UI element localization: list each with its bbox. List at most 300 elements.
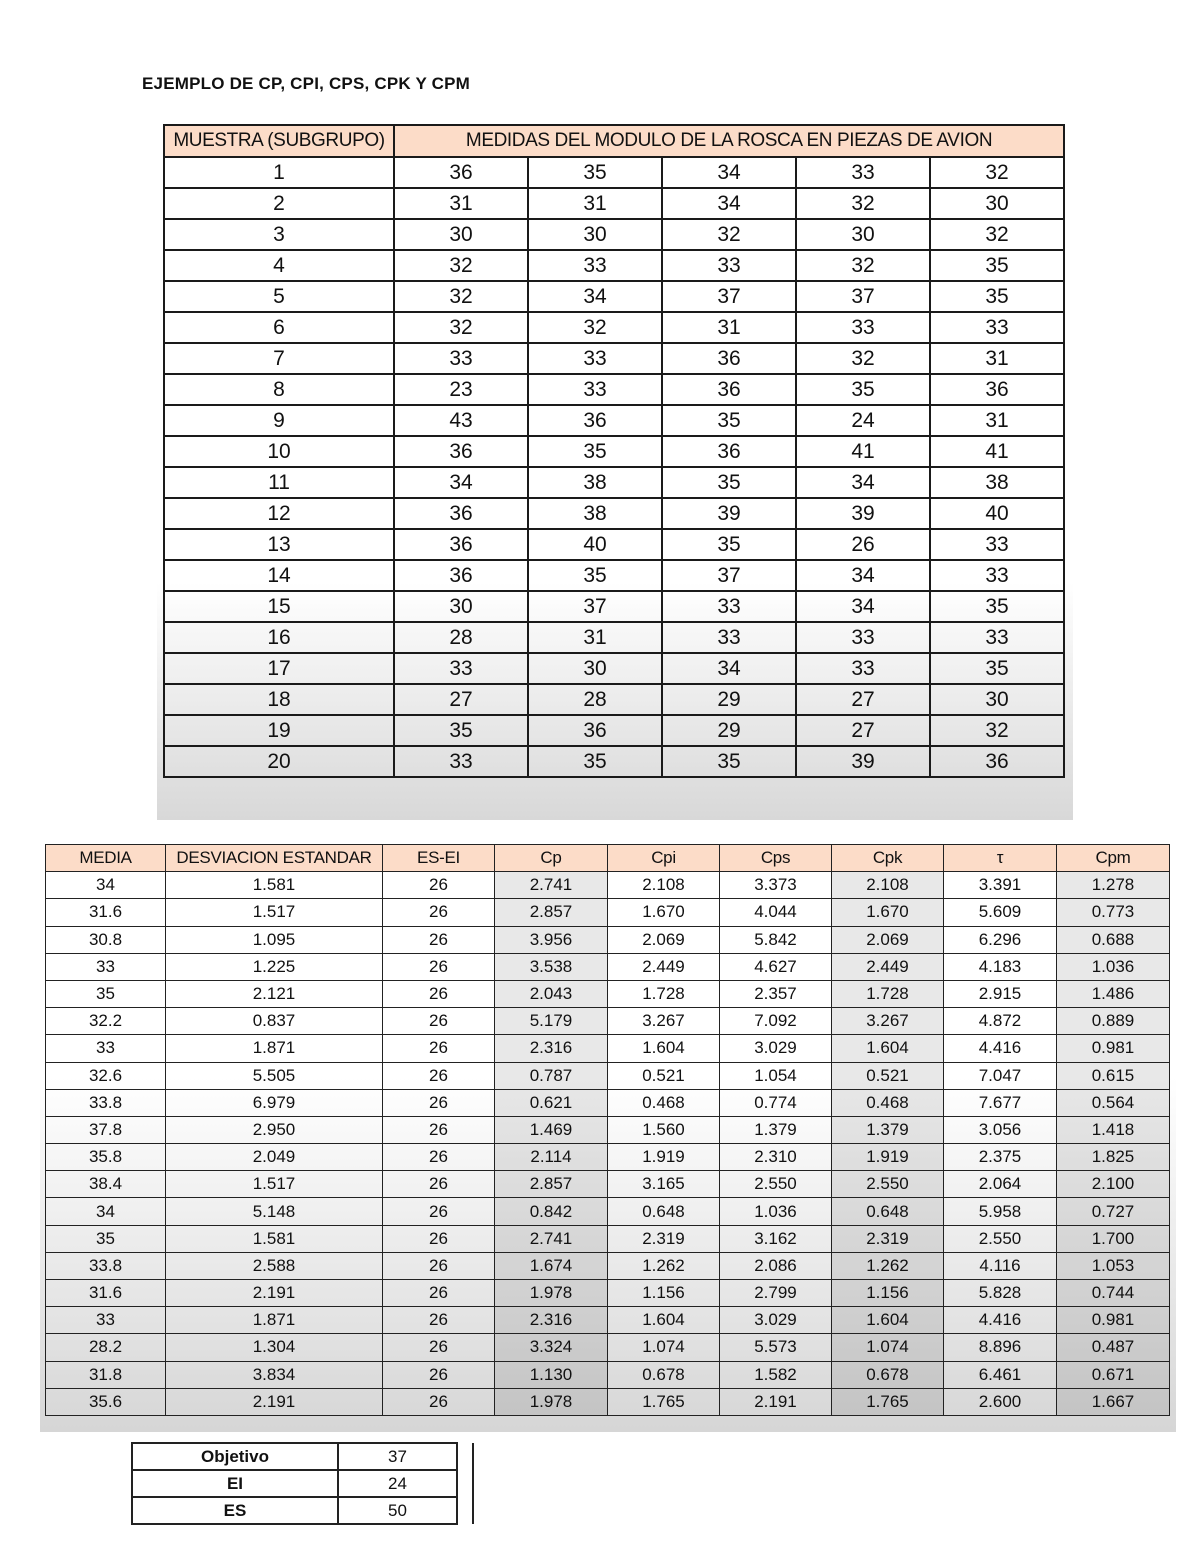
indices-cell: 5.505 (166, 1062, 383, 1089)
measurement-row (164, 746, 1064, 777)
measurement-cell: 39 (796, 746, 930, 777)
indices-cell: 3.162 (720, 1225, 832, 1252)
sample-number-cell: 1 (164, 157, 394, 188)
indices-cell: 34 (46, 872, 166, 899)
indices-cell: 1.604 (608, 1035, 720, 1062)
indices-cell: 2.043 (495, 980, 608, 1007)
measurement-cell: 32 (930, 157, 1064, 188)
indices-cell: 2.069 (608, 926, 720, 953)
measurement-row (164, 343, 1064, 374)
measurement-cell: 33 (528, 343, 662, 374)
measurements-header-row (164, 125, 1064, 157)
measurement-cell: 36 (662, 343, 796, 374)
measurement-cell: 36 (394, 560, 528, 591)
indices-row (46, 1062, 1170, 1089)
indices-cell: 3.324 (495, 1334, 608, 1361)
measurement-row (164, 157, 1064, 188)
indices-cell: 1.604 (608, 1307, 720, 1334)
measurement-cell: 35 (528, 436, 662, 467)
indices-row (46, 1252, 1170, 1279)
indices-cell: 2.191 (720, 1388, 832, 1415)
indices-row (46, 1334, 1170, 1361)
indices-cell: 0.521 (608, 1062, 720, 1089)
measurement-cell: 32 (930, 219, 1064, 250)
measurement-cell: 35 (528, 157, 662, 188)
indices-cell: 1.095 (166, 926, 383, 953)
indices-header-cell: Cpi (608, 845, 720, 872)
indices-row (46, 1388, 1170, 1415)
indices-cell: 26 (383, 1280, 495, 1307)
sample-number-cell: 16 (164, 622, 394, 653)
indices-header-cell: Cpm (1057, 845, 1170, 872)
measurement-cell: 37 (528, 591, 662, 622)
measurement-cell: 38 (528, 498, 662, 529)
sample-number-cell: 17 (164, 653, 394, 684)
indices-cell: 2.915 (944, 980, 1057, 1007)
indices-cell: 3.267 (832, 1008, 944, 1035)
measurement-cell: 39 (662, 498, 796, 529)
indices-row (46, 1198, 1170, 1225)
indices-cell: 1.304 (166, 1334, 383, 1361)
indices-cell: 1.225 (166, 953, 383, 980)
measurement-cell: 31 (394, 188, 528, 219)
indices-cell: 35 (46, 980, 166, 1007)
indices-cell: 2.108 (608, 872, 720, 899)
specification-row (132, 1443, 473, 1470)
measurement-cell: 37 (662, 281, 796, 312)
indices-cell: 2.357 (720, 980, 832, 1007)
indices-cell: 1.871 (166, 1035, 383, 1062)
indices-cell: 1.581 (166, 1225, 383, 1252)
indices-cell: 1.728 (608, 980, 720, 1007)
sample-number-cell: 8 (164, 374, 394, 405)
sample-number-cell: 2 (164, 188, 394, 219)
indices-cell: 0.521 (832, 1062, 944, 1089)
indices-row (46, 1089, 1170, 1116)
measurement-row (164, 622, 1064, 653)
indices-cell: 1.582 (720, 1361, 832, 1388)
spec-label-cell: Objetivo (132, 1443, 338, 1470)
measurement-cell: 33 (528, 250, 662, 281)
spec-label-cell: EI (132, 1470, 338, 1497)
measurement-cell: 30 (394, 591, 528, 622)
sample-number-cell: 7 (164, 343, 394, 374)
indices-cell: 3.267 (608, 1008, 720, 1035)
indices-cell: 0.981 (1057, 1307, 1170, 1334)
indices-cell: 1.486 (1057, 980, 1170, 1007)
indices-cell: 2.108 (832, 872, 944, 899)
measurement-cell: 34 (662, 188, 796, 219)
indices-cell: 5.828 (944, 1280, 1057, 1307)
measurement-cell: 36 (394, 436, 528, 467)
sample-number-cell: 13 (164, 529, 394, 560)
indices-cell: 2.600 (944, 1388, 1057, 1415)
indices-cell: 2.950 (166, 1116, 383, 1143)
measurement-cell: 34 (796, 560, 930, 591)
measurement-cell: 38 (930, 467, 1064, 498)
indices-cell: 28.2 (46, 1334, 166, 1361)
indices-cell: 2.857 (495, 1171, 608, 1198)
measurement-cell: 29 (662, 684, 796, 715)
measurement-cell: 33 (394, 343, 528, 374)
indices-cell: 1.517 (166, 899, 383, 926)
indices-table (45, 844, 1170, 1416)
indices-cell: 3.834 (166, 1361, 383, 1388)
indices-header-cell: τ (944, 845, 1057, 872)
measurement-cell: 35 (662, 746, 796, 777)
measurement-cell: 30 (796, 219, 930, 250)
indices-cell: 32.2 (46, 1008, 166, 1035)
indices-cell: 26 (383, 1171, 495, 1198)
spec-spacer-cell (457, 1497, 473, 1524)
indices-cell: 26 (383, 1008, 495, 1035)
indices-cell: 2.086 (720, 1252, 832, 1279)
indices-cell: 0.773 (1057, 899, 1170, 926)
indices-cell: 1.262 (832, 1252, 944, 1279)
measurement-cell: 30 (930, 188, 1064, 219)
indices-cell: 26 (383, 899, 495, 926)
indices-cell: 3.056 (944, 1116, 1057, 1143)
measurement-cell: 35 (930, 250, 1064, 281)
indices-cell: 26 (383, 1062, 495, 1089)
indices-cell: 4.183 (944, 953, 1057, 980)
indices-cell: 1.871 (166, 1307, 383, 1334)
indices-cell: 5.573 (720, 1334, 832, 1361)
indices-cell: 35.6 (46, 1388, 166, 1415)
indices-cell: 3.956 (495, 926, 608, 953)
measurement-cell: 34 (662, 653, 796, 684)
indices-cell: 26 (383, 1198, 495, 1225)
indices-cell: 1.670 (832, 899, 944, 926)
indices-cell: 0.621 (495, 1089, 608, 1116)
indices-cell: 0.615 (1057, 1062, 1170, 1089)
indices-cell: 6.296 (944, 926, 1057, 953)
measurement-row (164, 250, 1064, 281)
indices-cell: 26 (383, 953, 495, 980)
measurement-cell: 27 (796, 684, 930, 715)
indices-cell: 0.487 (1057, 1334, 1170, 1361)
indices-cell: 3.538 (495, 953, 608, 980)
indices-cell: 2.316 (495, 1307, 608, 1334)
indices-cell: 1.674 (495, 1252, 608, 1279)
indices-cell: 1.469 (495, 1116, 608, 1143)
measurement-cell: 33 (796, 622, 930, 653)
measurements-body (164, 157, 1064, 777)
measurement-cell: 32 (528, 312, 662, 343)
indices-cell: 2.449 (608, 953, 720, 980)
indices-cell: 0.564 (1057, 1089, 1170, 1116)
indices-cell: 1.074 (608, 1334, 720, 1361)
indices-row (46, 1116, 1170, 1143)
indices-cell: 2.550 (944, 1225, 1057, 1252)
indices-cell: 4.416 (944, 1307, 1057, 1334)
indices-cell: 2.316 (495, 1035, 608, 1062)
indices-row (46, 1008, 1170, 1035)
measurement-cell: 36 (930, 746, 1064, 777)
measurement-cell: 30 (394, 219, 528, 250)
indices-table-panel (40, 840, 1176, 1432)
specification-row (132, 1497, 473, 1524)
header-measures: MEDIDAS DEL MODULO DE LA ROSCA EN PIEZAS DE AVION (394, 125, 1064, 157)
measurement-cell: 33 (796, 312, 930, 343)
specification-row (132, 1470, 473, 1497)
measurement-cell: 33 (796, 653, 930, 684)
measurement-cell: 37 (796, 281, 930, 312)
measurement-cell: 31 (930, 405, 1064, 436)
indices-row (46, 1035, 1170, 1062)
indices-body (46, 872, 1170, 1416)
measurement-cell: 30 (930, 684, 1064, 715)
measurement-cell: 32 (796, 188, 930, 219)
indices-cell: 1.278 (1057, 872, 1170, 899)
measurement-cell: 34 (796, 591, 930, 622)
indices-cell: 33.8 (46, 1089, 166, 1116)
measurement-row (164, 715, 1064, 746)
measurement-row (164, 529, 1064, 560)
indices-cell: 1.036 (1057, 953, 1170, 980)
indices-cell: 1.581 (166, 872, 383, 899)
sample-number-cell: 11 (164, 467, 394, 498)
sample-number-cell: 14 (164, 560, 394, 591)
indices-cell: 26 (383, 1225, 495, 1252)
measurement-cell: 33 (528, 374, 662, 405)
measurement-cell: 34 (394, 467, 528, 498)
measurement-cell: 36 (394, 498, 528, 529)
indices-cell: 2.049 (166, 1144, 383, 1171)
indices-cell: 1.728 (832, 980, 944, 1007)
measurement-row (164, 498, 1064, 529)
measurement-cell: 33 (662, 622, 796, 653)
indices-cell: 26 (383, 1388, 495, 1415)
indices-cell: 0.468 (608, 1089, 720, 1116)
measurement-row (164, 374, 1064, 405)
indices-cell: 35.8 (46, 1144, 166, 1171)
indices-cell: 1.765 (608, 1388, 720, 1415)
indices-cell: 0.842 (495, 1198, 608, 1225)
measurement-cell: 27 (394, 684, 528, 715)
measurement-cell: 28 (394, 622, 528, 653)
measurement-row (164, 312, 1064, 343)
indices-cell: 32.6 (46, 1062, 166, 1089)
sample-number-cell: 3 (164, 219, 394, 250)
measurement-cell: 32 (662, 219, 796, 250)
indices-row (46, 1171, 1170, 1198)
measurement-cell: 32 (394, 281, 528, 312)
measurement-cell: 35 (930, 281, 1064, 312)
indices-cell: 1.604 (832, 1035, 944, 1062)
document-title: EJEMPLO DE CP, CPI, CPS, CPK Y CPM (142, 74, 470, 93)
indices-cell: 1.379 (832, 1116, 944, 1143)
indices-cell: 7.677 (944, 1089, 1057, 1116)
indices-cell: 26 (383, 872, 495, 899)
spec-spacer-cell (457, 1470, 473, 1497)
indices-cell: 26 (383, 1089, 495, 1116)
indices-row (46, 980, 1170, 1007)
spec-value-cell: 24 (338, 1470, 457, 1497)
sample-number-cell: 15 (164, 591, 394, 622)
sample-number-cell: 5 (164, 281, 394, 312)
indices-cell: 0.678 (832, 1361, 944, 1388)
measurement-cell: 33 (930, 312, 1064, 343)
measurement-cell: 32 (394, 250, 528, 281)
measurement-cell: 23 (394, 374, 528, 405)
indices-cell: 30.8 (46, 926, 166, 953)
measurement-cell: 33 (662, 591, 796, 622)
indices-cell: 7.047 (944, 1062, 1057, 1089)
indices-row (46, 1361, 1170, 1388)
indices-cell: 4.044 (720, 899, 832, 926)
measurement-row (164, 467, 1064, 498)
indices-cell: 26 (383, 1144, 495, 1171)
indices-cell: 3.391 (944, 872, 1057, 899)
measurement-cell: 33 (394, 746, 528, 777)
indices-row (46, 1144, 1170, 1171)
measurement-cell: 34 (662, 157, 796, 188)
indices-cell: 0.678 (608, 1361, 720, 1388)
specification-table (131, 1442, 474, 1525)
measurement-cell: 33 (930, 622, 1064, 653)
spec-value-cell: 50 (338, 1497, 457, 1524)
indices-cell: 2.114 (495, 1144, 608, 1171)
measurement-cell: 34 (796, 467, 930, 498)
measurement-cell: 33 (662, 250, 796, 281)
measurement-cell: 36 (662, 436, 796, 467)
measurement-cell: 36 (394, 529, 528, 560)
indices-cell: 1.667 (1057, 1388, 1170, 1415)
measurement-cell: 32 (930, 715, 1064, 746)
indices-cell: 26 (383, 1252, 495, 1279)
indices-cell: 1.074 (832, 1334, 944, 1361)
indices-header-row (46, 845, 1170, 872)
indices-cell: 5.842 (720, 926, 832, 953)
indices-cell: 38.4 (46, 1171, 166, 1198)
indices-cell: 2.741 (495, 872, 608, 899)
indices-cell: 1.978 (495, 1280, 608, 1307)
measurement-row (164, 219, 1064, 250)
measurement-cell: 40 (930, 498, 1064, 529)
measurement-cell: 29 (662, 715, 796, 746)
indices-cell: 0.727 (1057, 1198, 1170, 1225)
indices-cell: 37.8 (46, 1116, 166, 1143)
indices-cell: 0.671 (1057, 1361, 1170, 1388)
indices-cell: 26 (383, 1307, 495, 1334)
indices-cell: 3.165 (608, 1171, 720, 1198)
indices-cell: 2.741 (495, 1225, 608, 1252)
indices-cell: 1.700 (1057, 1225, 1170, 1252)
measurement-cell: 33 (394, 653, 528, 684)
indices-cell: 0.981 (1057, 1035, 1170, 1062)
measurement-cell: 39 (796, 498, 930, 529)
measurement-cell: 35 (662, 467, 796, 498)
sample-number-cell: 12 (164, 498, 394, 529)
indices-cell: 0.889 (1057, 1008, 1170, 1035)
indices-cell: 1.765 (832, 1388, 944, 1415)
indices-row (46, 899, 1170, 926)
measurement-cell: 26 (796, 529, 930, 560)
measurement-cell: 35 (394, 715, 528, 746)
indices-cell: 2.319 (832, 1225, 944, 1252)
measurement-cell: 35 (662, 405, 796, 436)
indices-cell: 1.670 (608, 899, 720, 926)
measurement-row (164, 188, 1064, 219)
measurement-cell: 41 (796, 436, 930, 467)
indices-cell: 7.092 (720, 1008, 832, 1035)
measurement-cell: 33 (796, 157, 930, 188)
indices-row (46, 1225, 1170, 1252)
indices-cell: 2.375 (944, 1144, 1057, 1171)
measurement-cell: 35 (528, 560, 662, 591)
indices-cell: 2.069 (832, 926, 944, 953)
indices-cell: 2.857 (495, 899, 608, 926)
measurement-row (164, 436, 1064, 467)
indices-cell: 1.919 (608, 1144, 720, 1171)
measurement-cell: 36 (528, 405, 662, 436)
indices-cell: 2.310 (720, 1144, 832, 1171)
indices-cell: 0.774 (720, 1089, 832, 1116)
indices-cell: 3.029 (720, 1307, 832, 1334)
indices-cell: 2.191 (166, 1388, 383, 1415)
measurement-cell: 32 (394, 312, 528, 343)
indices-cell: 2.121 (166, 980, 383, 1007)
indices-row (46, 1307, 1170, 1334)
indices-cell: 26 (383, 1361, 495, 1388)
measurement-cell: 32 (796, 250, 930, 281)
indices-cell: 8.896 (944, 1334, 1057, 1361)
measurement-cell: 30 (528, 219, 662, 250)
indices-cell: 4.872 (944, 1008, 1057, 1035)
spec-spacer-cell (457, 1443, 473, 1470)
measurement-row (164, 653, 1064, 684)
measurement-cell: 30 (528, 653, 662, 684)
measurement-cell: 24 (796, 405, 930, 436)
indices-cell: 1.604 (832, 1307, 944, 1334)
indices-cell: 1.130 (495, 1361, 608, 1388)
indices-cell: 2.550 (720, 1171, 832, 1198)
sample-number-cell: 20 (164, 746, 394, 777)
measurement-cell: 33 (930, 529, 1064, 560)
indices-cell: 2.100 (1057, 1171, 1170, 1198)
measurement-cell: 43 (394, 405, 528, 436)
measurement-cell: 41 (930, 436, 1064, 467)
measurement-cell: 31 (930, 343, 1064, 374)
indices-row (46, 926, 1170, 953)
indices-cell: 1.560 (608, 1116, 720, 1143)
indices-cell: 1.156 (832, 1280, 944, 1307)
indices-cell: 5.148 (166, 1198, 383, 1225)
measurement-cell: 27 (796, 715, 930, 746)
sample-number-cell: 6 (164, 312, 394, 343)
indices-header-cell: ES-EI (383, 845, 495, 872)
indices-cell: 0.744 (1057, 1280, 1170, 1307)
spec-label-cell: ES (132, 1497, 338, 1524)
indices-cell: 0.648 (608, 1198, 720, 1225)
measurement-cell: 35 (528, 746, 662, 777)
measurement-cell: 28 (528, 684, 662, 715)
indices-cell: 1.036 (720, 1198, 832, 1225)
indices-cell: 2.799 (720, 1280, 832, 1307)
measurement-cell: 35 (796, 374, 930, 405)
sample-number-cell: 9 (164, 405, 394, 436)
indices-cell: 26 (383, 926, 495, 953)
indices-row (46, 872, 1170, 899)
indices-cell: 0.787 (495, 1062, 608, 1089)
indices-cell: 1.919 (832, 1144, 944, 1171)
indices-header-cell: Cpk (832, 845, 944, 872)
indices-cell: 6.979 (166, 1089, 383, 1116)
measurement-cell: 35 (662, 529, 796, 560)
indices-cell: 26 (383, 1116, 495, 1143)
indices-cell: 0.837 (166, 1008, 383, 1035)
